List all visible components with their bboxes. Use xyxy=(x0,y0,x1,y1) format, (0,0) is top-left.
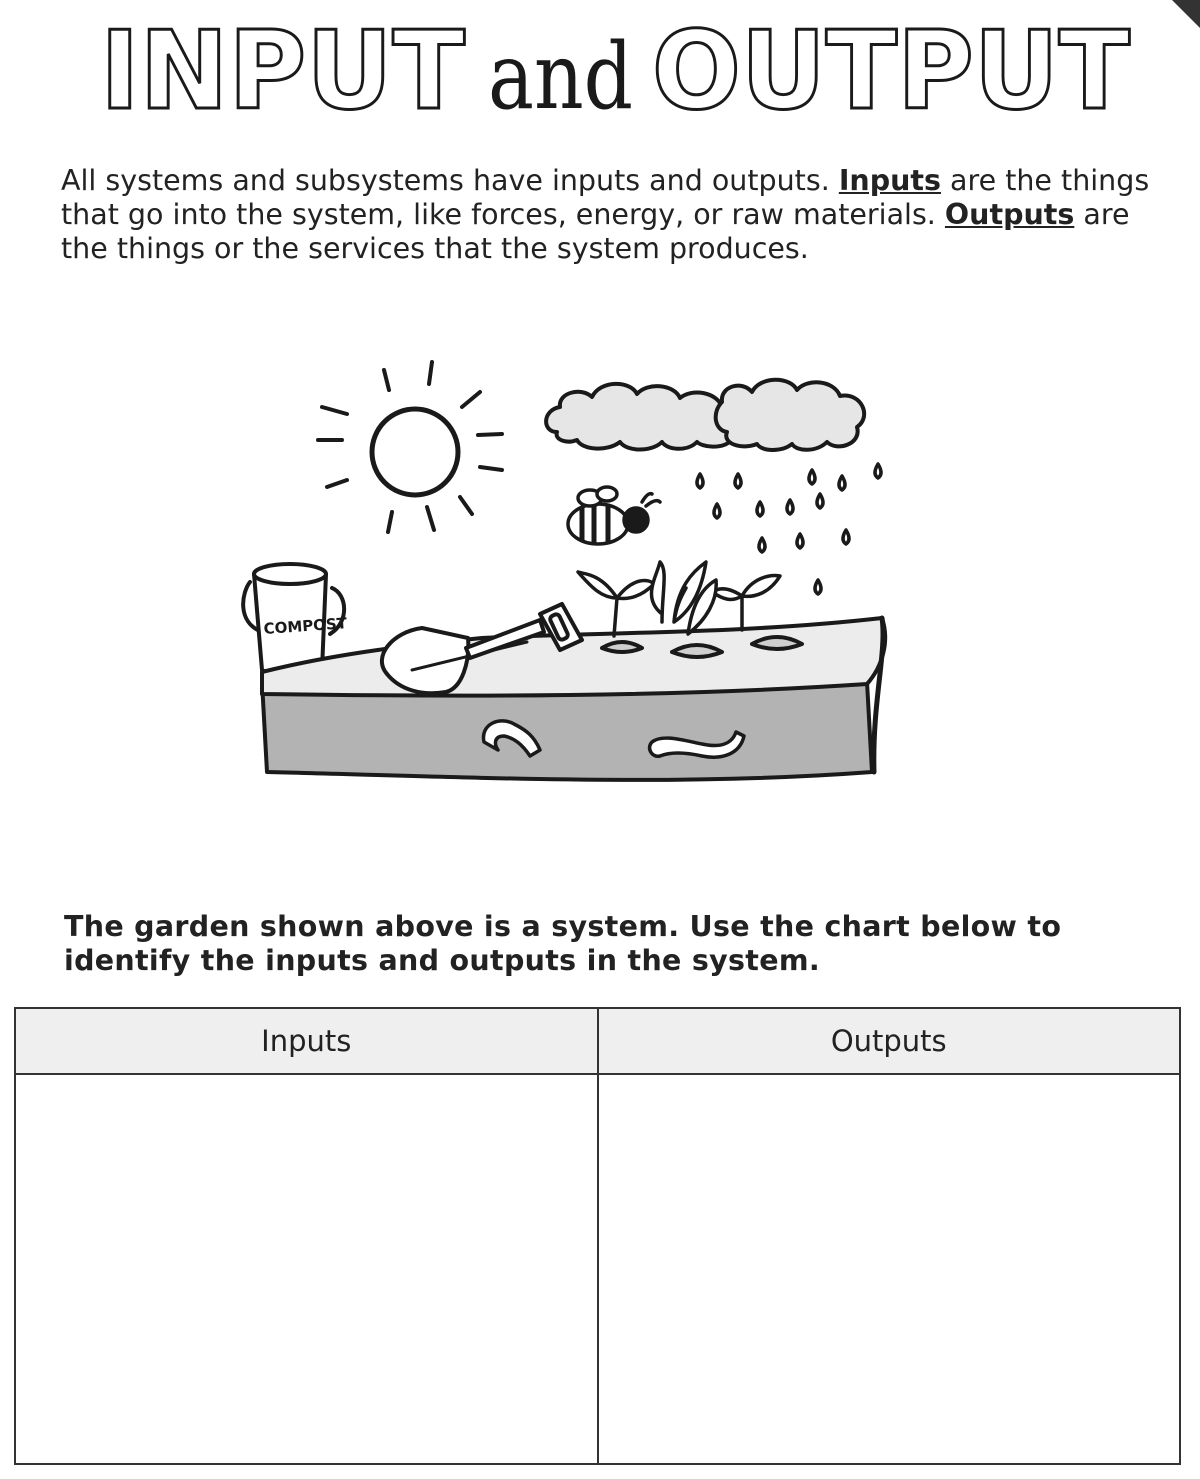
intro-text-3: are the things or the services that the system produces. xyxy=(61,198,1130,265)
cloud-icon xyxy=(546,380,864,450)
inputs-column-header: Inputs xyxy=(16,1009,599,1073)
outputs-answer-cell[interactable] xyxy=(599,1075,1180,1463)
title-output-word: OUTPUT xyxy=(652,12,1131,124)
garden-illustration xyxy=(222,352,902,812)
compost-label: COMPOST xyxy=(263,614,348,638)
page-title xyxy=(0,12,1200,124)
chart-body-row xyxy=(16,1075,1179,1463)
bee-icon xyxy=(568,487,660,544)
raindrops-icon xyxy=(697,464,881,594)
outputs-keyword: Outputs xyxy=(944,198,1075,231)
intro-paragraph xyxy=(61,164,1151,266)
sun-icon xyxy=(318,362,502,532)
outputs-column-header: Outputs xyxy=(830,1024,947,1058)
chart-prompt: The garden shown above is a system. Use the chart below to identify the inputs and outputs in the system. xyxy=(64,910,1062,977)
inputs-keyword: Inputs xyxy=(838,164,941,197)
intro-text-2: are the things that go into the system, like forces, energy, or raw materials. xyxy=(61,164,1150,231)
title-input-word: INPUT xyxy=(100,12,466,124)
title-and-word: and xyxy=(488,23,633,124)
seedlings-icon xyxy=(578,562,780,636)
inputs-answer-cell[interactable] xyxy=(16,1075,599,1463)
chart-header-row xyxy=(16,1009,1179,1075)
input-output-chart xyxy=(14,1007,1181,1465)
intro-text-1: All systems and subsystems have inputs and outputs. xyxy=(61,164,839,197)
page-corner-icon xyxy=(1172,0,1200,28)
